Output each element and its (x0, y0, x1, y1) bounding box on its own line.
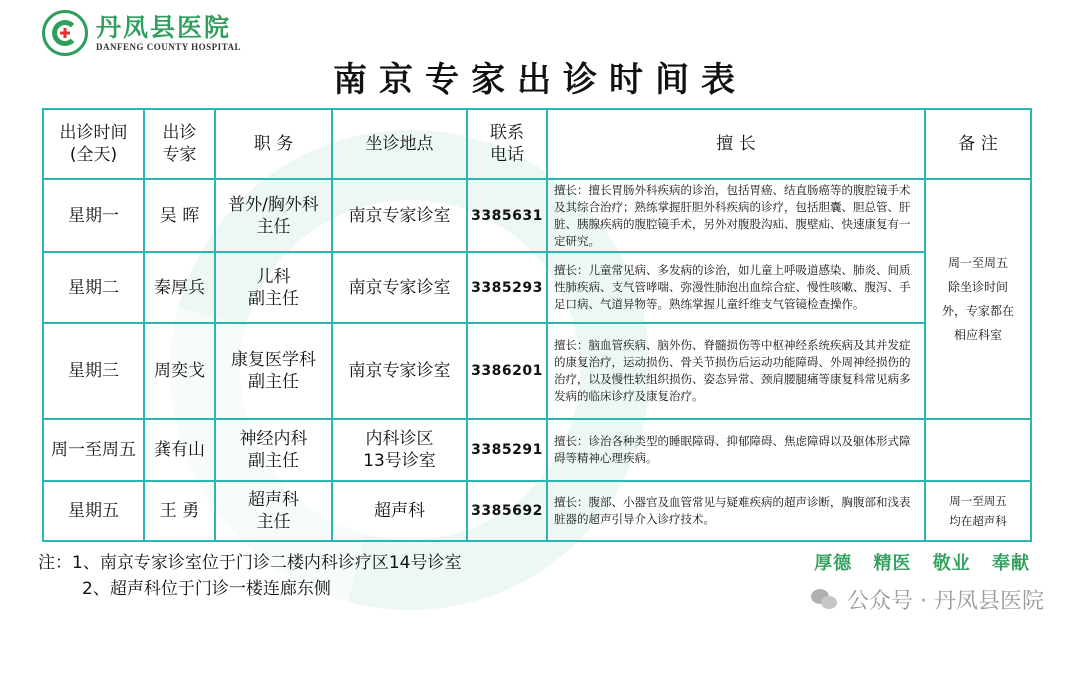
wechat-account-watermark (811, 584, 1044, 615)
position-line2: 主任 (256, 216, 291, 237)
row-position (215, 323, 332, 419)
row-expert: 王 勇 (144, 481, 215, 541)
hospital-logo (42, 10, 241, 56)
row-specialty: 擅长：腹部、小器官及血管常见与疑难疾病的超声诊断，胸腹部和浅表脏器的超声引导介入诊疗技术。 (547, 481, 925, 541)
row-time: 星期一 (43, 179, 144, 252)
header-phone (467, 109, 547, 179)
row-location: 南京专家诊室 (332, 179, 467, 252)
location-line2: 13号诊室 (363, 451, 436, 471)
row-phone: 3386201 (467, 323, 547, 419)
header-expert-line1: 出诊 (162, 123, 197, 143)
header-time-line1: 出诊时间 (59, 123, 128, 143)
page-title: 南京专家出诊时间表 (333, 60, 747, 100)
row-location (332, 419, 467, 481)
header-expert-line2: 专家 (162, 145, 197, 165)
header-position: 职 务 (215, 109, 332, 179)
wechat-account-label: 公众号 · 丹凤县医院 (847, 589, 1044, 614)
row-time: 周一至周五 (43, 419, 144, 481)
row-location: 南京专家诊室 (332, 252, 467, 323)
position-line1: 康复医学科 (231, 350, 316, 370)
hospital-motto: 厚德 精医 敬业 奉献 (814, 553, 1030, 574)
hospital-seal-icon (42, 10, 88, 56)
row-location: 南京专家诊室 (332, 323, 467, 419)
table-header-row (43, 109, 1031, 179)
row-phone: 3385293 (467, 252, 547, 323)
row-expert: 吴 晖 (144, 179, 215, 252)
row-time: 星期二 (43, 252, 144, 323)
row-position (215, 179, 332, 252)
row-expert: 龚有山 (144, 419, 215, 481)
row-phone: 3385291 (467, 419, 547, 481)
remark-line1: 周一至周五 (949, 494, 1007, 508)
wechat-icon (811, 589, 839, 611)
row-expert: 周奕戈 (144, 323, 215, 419)
row-specialty: 擅长：脑血管疾病、脑外伤、脊髓损伤等中枢神经系统疾病及其并发症的康复治疗，运动损伤、骨关节损伤后运动功能障碍、外周神经损伤的治疗，以及慢性软组织损伤、姿态异常、颈肩腰腿痛等康复科常见病多发病的临床诊疗及康复治疗。 (547, 323, 925, 419)
footer-note-1: 注：1、南京专家诊室位于门诊二楼内科诊疗区14号诊室 (38, 553, 462, 573)
remark-line4: 相应科室 (953, 328, 1002, 342)
row-specialty: 擅长：儿童常见病、多发病的诊治，如儿童上呼吸道感染、肺炎、间质性肺疾病、支气管哮喘、弥漫性肺泡出血综合症、慢性咳嗽、腹泻、手足口病、气道异物等。熟练掌握儿童纤维支气管镜检查操作。 (547, 252, 925, 323)
remark-line2: 除坐诊时间 (947, 280, 1008, 294)
header-remark: 备 注 (925, 109, 1031, 179)
hospital-name-cn: 丹凤县医院 (96, 13, 232, 42)
position-line1: 普外/胸外科 (228, 194, 319, 215)
table-row (43, 323, 1031, 419)
header-location: 坐诊地点 (332, 109, 467, 179)
footer-notes (38, 550, 461, 602)
header-time (43, 109, 144, 179)
position-line2: 副主任 (248, 372, 299, 392)
row-expert: 秦厚兵 (144, 252, 215, 323)
header-phone-line1: 联系 (490, 123, 524, 143)
remark-line2: 均在超声科 (949, 514, 1007, 528)
header-expert (144, 109, 215, 179)
table-row (43, 252, 1031, 323)
position-line2: 主任 (256, 512, 291, 532)
row-specialty: 擅长：诊治各种类型的睡眠障碍、抑郁障碍、焦虑障碍以及躯体形式障碍等精神心理疾病。 (547, 419, 925, 481)
hospital-name-en: DANFENG COUNTY HOSPITAL (96, 42, 242, 52)
header-specialty: 擅 长 (547, 109, 925, 179)
position-line2: 副主任 (248, 451, 299, 471)
table-row (43, 481, 1031, 541)
remark-empty (925, 419, 1031, 481)
row-time: 星期三 (43, 323, 144, 419)
remark-main (925, 179, 1031, 419)
row-position (215, 419, 332, 481)
row-time: 星期五 (43, 481, 144, 541)
remark-line1: 周一至周五 (947, 256, 1008, 270)
row-position (215, 481, 332, 541)
remark-ultrasound (925, 481, 1031, 541)
row-phone: 3385692 (467, 481, 547, 541)
schedule-table (42, 108, 1032, 542)
row-specialty: 擅长：擅长胃肠外科疾病的诊治，包括胃癌、结直肠癌等的腹腔镜手术及其综合治疗；熟练掌握肝胆外科疾病的诊疗，包括胆囊、胆总管、肝脏、胰腺疾病的腹腔镜手术，另外对腹股沟疝、腹壁疝、快速康复有一定研究。 (547, 179, 925, 252)
position-line1: 儿科 (256, 266, 291, 287)
position-line2: 副主任 (248, 288, 299, 309)
position-line1: 超声科 (248, 490, 299, 510)
header-time-line2: (全天) (69, 145, 118, 165)
table-row (43, 419, 1031, 481)
row-position (215, 252, 332, 323)
header-phone-line2: 电话 (490, 145, 524, 165)
row-location: 超声科 (332, 481, 467, 541)
remark-line3: 外，专家都在 (941, 304, 1014, 318)
row-phone: 3385631 (467, 179, 547, 252)
table-row (43, 179, 1031, 252)
footer-note-2: 2、超声科位于门诊一楼连廊东侧 (82, 579, 331, 599)
position-line1: 神经内科 (239, 429, 308, 449)
location-line1: 内科诊区 (365, 429, 434, 449)
